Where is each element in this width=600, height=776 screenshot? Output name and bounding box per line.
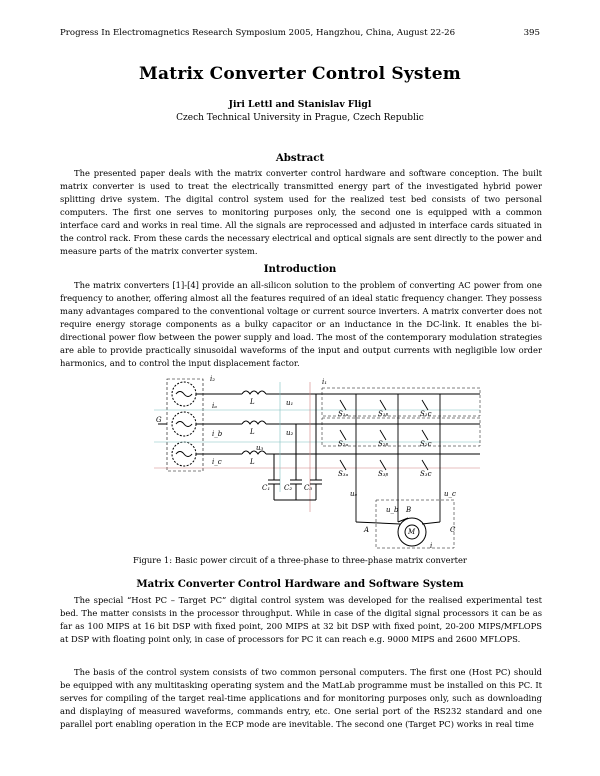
label-ua: uₐ — [350, 490, 358, 498]
section3-para1: The special “Host PC – Target PC” digital control system was developed for the realised experimental test bed. The matter consists in the processor throughput. While in case of the digital signal processors it can be as far as 100 MIPS at 16 bit DSP with fixed point, 200 MIPS at 32 bit DSP with fixed point, 20-200 MIPS/MFLOPS at DSP with floating point only, in case of processors for PC it can reach e.g. 9000 MIPS and 2600 MFLOPS. — [60, 595, 542, 644]
section3-heading: Matrix Converter Control Hardware and Software System — [136, 578, 464, 590]
label-u3: u₃ — [256, 444, 264, 452]
label-s2c: S₂c — [420, 440, 432, 448]
label-c1: C₁ — [262, 484, 271, 492]
label-B: B — [406, 506, 412, 514]
label-s3c: S₃c — [420, 470, 432, 478]
label-s3a: S₃ₐ — [338, 470, 349, 478]
section3-para2: The basis of the control system consists of two common personal computers. The first one (Host PC) should be equipped with any multitasking operating system and the MatLab programme must be installed on this PC. It serves for compiling of the target real-time applications and for monitoring purposes only, such as downloading and displaying of measured waveforms, commands entry, etc. One serial port of the RS232 standard and one parallel port enabling operation in the ECP mode are inevitable. The second one (Target PC) works in real time — [60, 667, 542, 729]
circuit-diagram — [60, 372, 540, 550]
introduction-heading: Introduction — [263, 263, 337, 275]
label-s1c: S₁c — [420, 410, 432, 418]
label-c3: C₃ — [304, 484, 313, 492]
label-g1: G — [156, 416, 162, 424]
label-u1: u₁ — [286, 399, 294, 407]
label-L2: L — [250, 428, 255, 436]
running-head — [60, 28, 540, 38]
label-s1b: S₁ᵦ — [378, 410, 389, 418]
label-A: A — [364, 526, 370, 534]
affiliation: Czech Technical University in Prague, Czech Republic — [176, 113, 424, 123]
label-s2a: S₂ₐ — [338, 440, 349, 448]
label-m: M — [408, 528, 416, 536]
label-c2: C₂ — [284, 484, 293, 492]
label-C: C — [450, 526, 456, 534]
venue-line: Progress In Electromagnetics Research Symposium 2005, Hangzhou, China, August 22-26 — [60, 28, 456, 38]
label-i2: i₂ — [210, 375, 216, 383]
introduction-text: The matrix converters [1]-[4] provide an all-silicon solution to the problem of converting AC power from one frequency to another, offering almost all the features required of an ideal static frequency changer. They possess many advantages compared to the conventional voltage or current source inverters. A matrix converter does not require energy storage components as a bulky capacitor or an inductance in the DC-link. It enables the bi-directional power flow between the power supply and load. The most of the contemporary modulation strategies are able to provide practically sinusoidal waveforms of the input and output currents with negligible low order harmonics, and to control the input displacement factor. — [60, 280, 542, 368]
paper-title: Matrix Converter Control System — [139, 64, 461, 84]
label-s2b: S₂ᵦ — [378, 440, 389, 448]
figure-caption: Figure 1: Basic power circuit of a three-phase to three-phase matrix converter — [133, 555, 467, 565]
label-uc: u_c — [444, 490, 456, 498]
label-ib: i_b — [212, 430, 223, 438]
abstract-heading: Abstract — [275, 152, 325, 164]
figure-1 — [60, 372, 540, 550]
authors: Jiri Lettl and Stanislav Fligl — [228, 99, 372, 110]
label-u2: u₂ — [286, 429, 294, 437]
label-L3: L — [250, 458, 255, 466]
label-i: i — [430, 542, 433, 550]
label-ia: iₐ — [212, 402, 217, 410]
page-number: 395 — [523, 28, 540, 38]
label-s3b: S₃ᵦ — [378, 470, 389, 478]
generator-sources — [158, 379, 203, 471]
abstract-text: The presented paper deals with the matrix converter control hardware and software conception. The built matrix converter is used to treat the electrically transmitted energy part of the investigated hybrid power splitting drive system. The digital control system used for the realized test bed consists of two personal computers. The first one serves to monitoring purposes only, the second one is equipped with a common interface card and works in real time. All the signals are reprocessed and adjusted in interface cards situated in the control rack. From these cards the necessary electrical and optical signals are sent directly to the power and measure parts of the matrix converter system. — [60, 168, 542, 256]
label-s1a: S₁ₐ — [338, 410, 349, 418]
label-ic: i_c — [212, 458, 222, 466]
label-ub: u_b — [386, 506, 399, 514]
motor — [356, 500, 454, 548]
label-L1: L — [250, 398, 255, 406]
switch-matrix — [322, 388, 480, 522]
label-i1: i₁ — [322, 378, 328, 386]
